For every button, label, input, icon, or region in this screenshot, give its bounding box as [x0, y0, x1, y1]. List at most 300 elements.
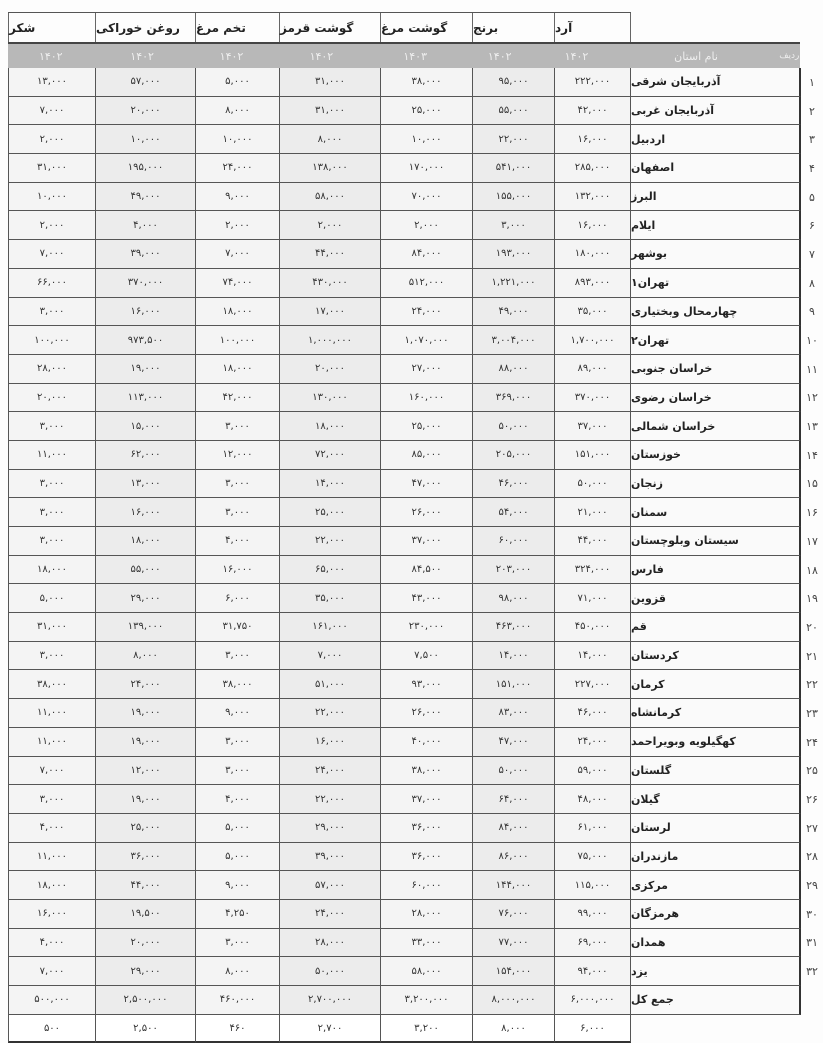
value-cell: ۲۵,۰۰۰ [96, 814, 196, 843]
value-cell: ۴۹,۰۰۰ [473, 298, 555, 327]
table-row [8, 211, 823, 240]
value-cell: ۱۰,۰۰۰ [381, 125, 473, 154]
row-index: ۲۵ [806, 764, 818, 778]
value-cell: ۲,۵۰۰,۰۰۰ [96, 986, 196, 1015]
province-name: مازندران [631, 843, 801, 872]
row-index: ۹ [809, 305, 815, 319]
value-cell: ۴۷,۰۰۰ [381, 470, 473, 499]
value-cell: ۱۴,۰۰۰ [280, 470, 381, 499]
value-cell: ۵۱۲,۰۰۰ [381, 269, 473, 298]
value-cell: ۱۴۴,۰۰۰ [473, 871, 555, 900]
value-cell: ۷۷,۰۰۰ [473, 929, 555, 958]
value-cell: ۱۱۳,۰۰۰ [96, 384, 196, 413]
row-index: ۲۴ [806, 735, 818, 749]
column-year: ۱۴۰۲ [564, 49, 589, 63]
row-index: ۵ [809, 190, 815, 204]
row-index: ۲۱ [806, 649, 818, 663]
value-cell: ۲۲,۰۰۰ [280, 527, 381, 556]
province-name: خراسان جنوبی [631, 355, 801, 384]
value-cell: ۴۹,۰۰۰ [96, 183, 196, 212]
province-name: گلستان [631, 757, 801, 786]
table-row [8, 757, 823, 786]
table-row [8, 728, 823, 757]
value-cell: ۱۱,۰۰۰ [8, 699, 96, 728]
table-row [8, 900, 823, 929]
table-row [8, 814, 823, 843]
row-index: ۱۶ [806, 506, 818, 520]
value-cell: ۲۲,۰۰۰ [280, 699, 381, 728]
value-cell: ۲۶,۰۰۰ [381, 699, 473, 728]
row-index: ۱۴ [806, 448, 818, 462]
value-cell: ۵,۰۰۰ [196, 843, 280, 872]
value-cell: ۱۹,۰۰۰ [96, 728, 196, 757]
table-row [8, 498, 823, 527]
value-cell: ۶۹,۰۰۰ [555, 929, 631, 958]
value-cell: ۴۶,۰۰۰ [555, 699, 631, 728]
value-cell: ۷,۰۰۰ [196, 240, 280, 269]
value-cell: ۱۰,۰۰۰ [8, 183, 96, 212]
value-cell: ۱۹,۵۰۰ [96, 900, 196, 929]
value-cell: ۷,۰۰۰ [280, 642, 381, 671]
value-cell: ۲۰۵,۰۰۰ [473, 441, 555, 470]
value-cell: ۳,۰۰۰ [8, 785, 96, 814]
province-name: البرز [631, 183, 801, 212]
table-row [8, 125, 823, 154]
value-cell: ۱۱,۰۰۰ [8, 441, 96, 470]
province-name: سیستان وبلوچستان [631, 527, 801, 556]
table-row [8, 470, 823, 499]
province-header: نام استان [674, 49, 718, 63]
table-row [8, 355, 823, 384]
value-cell: ۱۵۱,۰۰۰ [473, 670, 555, 699]
province-name: آذربایجان غربی [631, 97, 801, 126]
value-cell: ۸۹,۰۰۰ [555, 355, 631, 384]
value-cell: ۴۳۰,۰۰۰ [280, 269, 381, 298]
province-name: چهارمحال وبختیاری [631, 298, 801, 327]
value-cell: ۵۰۰,۰۰۰ [8, 986, 96, 1015]
value-cell: ۳۳,۰۰۰ [381, 929, 473, 958]
row-index: ۲۳ [806, 706, 818, 720]
province-name: زنجان [631, 470, 801, 499]
value-cell: ۳۸,۰۰۰ [196, 670, 280, 699]
value-cell: ۱۴,۰۰۰ [473, 642, 555, 671]
value-cell: ۱,۲۲۱,۰۰۰ [473, 269, 555, 298]
row-index: ۱۷ [806, 534, 818, 548]
province-name: لرستان [631, 814, 801, 843]
value-cell: ۵۰,۰۰۰ [555, 470, 631, 499]
table-row [8, 613, 823, 642]
value-cell: ۵۸,۰۰۰ [381, 957, 473, 986]
value-cell: ۳,۰۰۰ [196, 412, 280, 441]
value-cell: ۲۲۲,۰۰۰ [555, 68, 631, 97]
row-index: ۱۲ [806, 391, 818, 405]
table-row [8, 556, 823, 585]
province-name: اردبیل [631, 125, 801, 154]
column-header: گوشت قرمز [280, 13, 381, 43]
value-cell: ۳,۲۰۰,۰۰۰ [381, 986, 473, 1015]
value-cell: ۱۱۵,۰۰۰ [555, 871, 631, 900]
column-year: ۱۴۰۲ [309, 49, 334, 63]
value-cell: ۳۸,۰۰۰ [8, 670, 96, 699]
value-cell: ۶,۰۰۰ [196, 584, 280, 613]
province-name: کردستان [631, 642, 801, 671]
value-cell: ۲,۰۰۰ [381, 211, 473, 240]
value-cell: ۱۰,۰۰۰ [96, 125, 196, 154]
row-index: ۲۰ [806, 620, 818, 634]
value-cell: ۲۷,۰۰۰ [381, 355, 473, 384]
table-row [8, 929, 823, 958]
footer-cell: ۲,۷۰۰ [280, 1015, 381, 1043]
value-cell: ۵,۰۰۰ [196, 68, 280, 97]
table-column-headers [8, 12, 631, 43]
value-cell: ۱۳,۰۰۰ [96, 470, 196, 499]
value-cell: ۲۴,۰۰۰ [196, 154, 280, 183]
value-cell: ۲۲,۰۰۰ [280, 785, 381, 814]
table-row [8, 986, 823, 1015]
value-cell: ۴,۰۰۰ [8, 814, 96, 843]
table-row [8, 584, 823, 613]
province-name: آذربایجان شرقی [631, 68, 801, 97]
row-index: ۱۳ [806, 420, 818, 434]
value-cell: ۳,۰۰۰ [8, 298, 96, 327]
value-cell: ۱۶,۰۰۰ [196, 556, 280, 585]
footer-cell: ۲,۵۰۰ [96, 1015, 196, 1043]
table-row [8, 269, 823, 298]
value-cell: ۵,۰۰۰ [196, 814, 280, 843]
value-cell: ۱,۷۰۰,۰۰۰ [555, 326, 631, 355]
footer-cell: ۸,۰۰۰ [473, 1015, 555, 1043]
value-cell: ۲۴,۰۰۰ [280, 900, 381, 929]
value-cell: ۴۶۰,۰۰۰ [196, 986, 280, 1015]
value-cell: ۱۱,۰۰۰ [8, 843, 96, 872]
value-cell: ۲۸,۰۰۰ [280, 929, 381, 958]
column-year: ۱۴۰۲ [130, 49, 154, 63]
value-cell: ۵۸,۰۰۰ [280, 183, 381, 212]
table-row [8, 699, 823, 728]
value-cell: ۶۰,۰۰۰ [381, 871, 473, 900]
row-index: ۷ [809, 247, 815, 261]
column-header: آرد [555, 13, 631, 43]
column-header: تخم مرغ [196, 13, 280, 43]
value-cell: ۷,۰۰۰ [8, 957, 96, 986]
value-cell: ۳,۰۰۰ [196, 757, 280, 786]
value-cell: ۴۷,۰۰۰ [473, 728, 555, 757]
value-cell: ۷,۰۰۰ [8, 757, 96, 786]
value-cell: ۴۲,۰۰۰ [555, 97, 631, 126]
value-cell: ۹۳,۰۰۰ [381, 670, 473, 699]
value-cell: ۵۰,۰۰۰ [473, 757, 555, 786]
value-cell: ۱۶,۰۰۰ [96, 498, 196, 527]
value-cell: ۲۸۵,۰۰۰ [555, 154, 631, 183]
value-cell: ۲۵,۰۰۰ [381, 412, 473, 441]
value-cell: ۲۴,۰۰۰ [96, 670, 196, 699]
value-cell: ۵۴,۰۰۰ [473, 498, 555, 527]
column-year: ۱۴۰۳ [403, 49, 427, 63]
value-cell: ۷,۰۰۰ [8, 240, 96, 269]
value-cell: ۳۷,۰۰۰ [555, 412, 631, 441]
value-cell: ۴,۰۰۰ [8, 929, 96, 958]
column-header: شکر [8, 13, 96, 43]
table-row [8, 68, 823, 97]
value-cell: ۱,۰۷۰,۰۰۰ [381, 326, 473, 355]
value-cell: ۱۶,۰۰۰ [280, 728, 381, 757]
table-row [8, 957, 823, 986]
value-cell: ۱۹۳,۰۰۰ [473, 240, 555, 269]
value-cell: ۴۶,۰۰۰ [473, 470, 555, 499]
value-cell: ۴۲,۰۰۰ [196, 384, 280, 413]
row-index: ۲۲ [806, 678, 818, 692]
value-cell: ۹,۰۰۰ [196, 699, 280, 728]
value-cell: ۱۶۱,۰۰۰ [280, 613, 381, 642]
province-name: تهران۱ [631, 269, 801, 298]
value-cell: ۱۸,۰۰۰ [96, 527, 196, 556]
column-year: ۱۴۰۲ [487, 49, 512, 63]
value-cell: ۲,۰۰۰ [8, 125, 96, 154]
province-name: ایلام [631, 211, 801, 240]
value-cell: ۳,۰۰۰ [196, 498, 280, 527]
value-cell: ۵۷,۰۰۰ [96, 68, 196, 97]
footer-cell: ۴۶۰ [196, 1015, 280, 1043]
value-cell: ۶۰,۰۰۰ [473, 527, 555, 556]
row-index: ۶ [809, 219, 815, 233]
value-cell: ۱۷۰,۰۰۰ [381, 154, 473, 183]
province-name: کرمان [631, 670, 801, 699]
province-name: بوشهر [631, 240, 801, 269]
value-cell: ۸۴,۰۰۰ [381, 240, 473, 269]
column-year: ۱۴۰۲ [219, 49, 244, 63]
value-cell: ۹۴,۰۰۰ [555, 957, 631, 986]
value-cell: ۴۵۰,۰۰۰ [555, 613, 631, 642]
value-cell: ۹۵,۰۰۰ [473, 68, 555, 97]
value-cell: ۳,۰۰۰ [8, 470, 96, 499]
table-row [8, 326, 823, 355]
value-cell: ۵۰,۰۰۰ [473, 412, 555, 441]
row-index: ۲ [809, 104, 815, 118]
value-cell: ۹,۰۰۰ [196, 871, 280, 900]
value-cell: ۸۴,۰۰۰ [473, 814, 555, 843]
value-cell: ۱۳۰,۰۰۰ [280, 384, 381, 413]
province-name: قم [631, 613, 801, 642]
table-row [8, 527, 823, 556]
value-cell: ۱۳۲,۰۰۰ [555, 183, 631, 212]
row-index: ۳۱ [806, 936, 818, 950]
table-row [8, 154, 823, 183]
value-cell: ۱۹,۰۰۰ [96, 699, 196, 728]
province-name: یزد [631, 957, 801, 986]
value-cell: ۳,۰۰۴,۰۰۰ [473, 326, 555, 355]
province-name: همدان [631, 929, 801, 958]
row-index: ۳۰ [806, 907, 818, 921]
value-cell: ۴,۰۰۰ [196, 785, 280, 814]
value-cell: ۱۹,۰۰۰ [96, 785, 196, 814]
row-index: ۱۵ [806, 477, 818, 491]
value-cell: ۷,۵۰۰ [381, 642, 473, 671]
value-cell: ۲۴,۰۰۰ [555, 728, 631, 757]
value-cell: ۱۵۵,۰۰۰ [473, 183, 555, 212]
value-cell: ۳,۰۰۰ [8, 527, 96, 556]
value-cell: ۲,۰۰۰ [8, 211, 96, 240]
row-index: ۱۱ [806, 362, 818, 376]
table-row [8, 97, 823, 126]
value-cell: ۲۱,۰۰۰ [555, 498, 631, 527]
value-cell: ۲۹,۰۰۰ [96, 584, 196, 613]
province-name: فارس [631, 556, 801, 585]
value-cell: ۲,۰۰۰ [196, 211, 280, 240]
value-cell: ۲۶,۰۰۰ [381, 498, 473, 527]
value-cell: ۳۵,۰۰۰ [555, 298, 631, 327]
value-cell: ۳,۰۰۰ [8, 498, 96, 527]
province-name: گیلان [631, 785, 801, 814]
province-name: خراسان شمالی [631, 412, 801, 441]
value-cell: ۸۸,۰۰۰ [473, 355, 555, 384]
value-cell: ۴۸,۰۰۰ [555, 785, 631, 814]
value-cell: ۲۲۷,۰۰۰ [555, 670, 631, 699]
row-index: ۴ [809, 161, 815, 175]
value-cell: ۹۸,۰۰۰ [473, 584, 555, 613]
value-cell: ۲۰۳,۰۰۰ [473, 556, 555, 585]
value-cell: ۵۹,۰۰۰ [555, 757, 631, 786]
province-name: کرمانشاه [631, 699, 801, 728]
column-year: ۱۴۰۲ [38, 49, 63, 63]
value-cell: ۳۶,۰۰۰ [96, 843, 196, 872]
value-cell: ۳,۰۰۰ [8, 642, 96, 671]
value-cell: ۳۸,۰۰۰ [381, 757, 473, 786]
table-row [8, 785, 823, 814]
value-cell: ۷,۰۰۰ [8, 97, 96, 126]
province-name: خوزستان [631, 441, 801, 470]
value-cell: ۳۵,۰۰۰ [280, 584, 381, 613]
province-name: مرکزی [631, 871, 801, 900]
column-header: برنج [473, 13, 555, 43]
table-row [8, 384, 823, 413]
value-cell: ۵۵,۰۰۰ [473, 97, 555, 126]
value-cell: ۹,۰۰۰ [196, 183, 280, 212]
value-cell: ۸,۰۰۰ [280, 125, 381, 154]
value-cell: ۳,۰۰۰ [8, 412, 96, 441]
value-cell: ۳۲۴,۰۰۰ [555, 556, 631, 585]
value-cell: ۳,۰۰۰ [196, 728, 280, 757]
value-cell: ۵۱,۰۰۰ [280, 670, 381, 699]
value-cell: ۱۳۹,۰۰۰ [96, 613, 196, 642]
row-index: ۲۹ [806, 879, 818, 893]
table-row [8, 183, 823, 212]
value-cell: ۹۷۳,۵۰۰ [96, 326, 196, 355]
province-name: قزوین [631, 584, 801, 613]
table-body [8, 68, 823, 1043]
value-cell: ۱۸۰,۰۰۰ [555, 240, 631, 269]
row-index: ۸ [809, 276, 815, 290]
province-name: سمنان [631, 498, 801, 527]
value-cell: ۳۶,۰۰۰ [381, 843, 473, 872]
value-cell: ۳۱,۰۰۰ [280, 68, 381, 97]
province-name: خراسان رضوی [631, 384, 801, 413]
value-cell: ۱۸,۰۰۰ [280, 412, 381, 441]
value-cell: ۱۶,۰۰۰ [96, 298, 196, 327]
value-cell: ۱۸,۰۰۰ [8, 556, 96, 585]
table-row [8, 871, 823, 900]
value-cell: ۳۷,۰۰۰ [381, 785, 473, 814]
value-cell: ۲۴,۰۰۰ [280, 757, 381, 786]
value-cell: ۳۹,۰۰۰ [280, 843, 381, 872]
value-cell: ۸۹۳,۰۰۰ [555, 269, 631, 298]
value-cell: ۲۲,۰۰۰ [473, 125, 555, 154]
column-header: گوشت مرغ [381, 13, 473, 43]
value-cell: ۸,۰۰۰ [196, 957, 280, 986]
value-cell: ۲۳۰,۰۰۰ [381, 613, 473, 642]
value-cell: ۸,۰۰۰ [96, 642, 196, 671]
value-cell: ۱۷,۰۰۰ [280, 298, 381, 327]
value-cell: ۳۷,۰۰۰ [381, 527, 473, 556]
table-row [8, 843, 823, 872]
value-cell: ۴۴,۰۰۰ [280, 240, 381, 269]
value-cell: ۲۹,۰۰۰ [96, 957, 196, 986]
row-index: ۲۸ [806, 850, 818, 864]
value-cell: ۴۴,۰۰۰ [555, 527, 631, 556]
value-cell: ۱۳,۰۰۰ [8, 68, 96, 97]
province-name: جمع کل [631, 986, 801, 1015]
table-row [8, 642, 823, 671]
value-cell: ۱۹,۰۰۰ [96, 355, 196, 384]
value-cell: ۵۷,۰۰۰ [280, 871, 381, 900]
value-cell: ۶۶,۰۰۰ [8, 269, 96, 298]
value-cell: ۷۴,۰۰۰ [196, 269, 280, 298]
table-row [8, 670, 823, 699]
row-index: ۱۸ [806, 563, 818, 577]
province-name: تهران۲ [631, 326, 801, 355]
value-cell: ۶۵,۰۰۰ [280, 556, 381, 585]
value-cell: ۳۱,۷۵۰ [196, 613, 280, 642]
value-cell: ۱۶۰,۰۰۰ [381, 384, 473, 413]
value-cell: ۵,۰۰۰ [8, 584, 96, 613]
value-cell: ۶,۰۰۰,۰۰۰ [555, 986, 631, 1015]
value-cell: ۷۵,۰۰۰ [555, 843, 631, 872]
value-cell: ۴,۰۰۰ [96, 211, 196, 240]
table-row [8, 441, 823, 470]
province-name: هرمزگان [631, 900, 801, 929]
value-cell: ۱۸,۰۰۰ [196, 298, 280, 327]
value-cell: ۲۵,۰۰۰ [280, 498, 381, 527]
value-cell: ۳۱,۰۰۰ [8, 613, 96, 642]
value-cell: ۲۴,۰۰۰ [381, 298, 473, 327]
value-cell: ۹۹,۰۰۰ [555, 900, 631, 929]
value-cell: ۱۵,۰۰۰ [96, 412, 196, 441]
row-index: ۱۰ [806, 334, 818, 348]
value-cell: ۱۹۵,۰۰۰ [96, 154, 196, 183]
province-name: اصفهان [631, 154, 801, 183]
value-cell: ۸۵,۰۰۰ [381, 441, 473, 470]
value-cell: ۱۰۰,۰۰۰ [8, 326, 96, 355]
value-cell: ۳۱,۰۰۰ [280, 97, 381, 126]
value-cell: ۲۰,۰۰۰ [96, 929, 196, 958]
value-cell: ۳,۰۰۰ [473, 211, 555, 240]
value-cell: ۱۶,۰۰۰ [8, 900, 96, 929]
value-cell: ۱۳۸,۰۰۰ [280, 154, 381, 183]
value-cell: ۶۴,۰۰۰ [473, 785, 555, 814]
value-cell: ۱۴,۰۰۰ [555, 642, 631, 671]
value-cell: ۵۴۱,۰۰۰ [473, 154, 555, 183]
row-index [801, 986, 823, 1015]
value-cell: ۵۰,۰۰۰ [280, 957, 381, 986]
index-header: ردیف [779, 51, 800, 61]
value-cell: ۱۲,۰۰۰ [96, 757, 196, 786]
value-cell: ۱,۰۰۰,۰۰۰ [280, 326, 381, 355]
value-cell: ۲,۷۰۰,۰۰۰ [280, 986, 381, 1015]
value-cell: ۲۰,۰۰۰ [280, 355, 381, 384]
row-index: ۱۹ [806, 592, 818, 606]
value-cell: ۶۱,۰۰۰ [555, 814, 631, 843]
footer-row [8, 1015, 823, 1043]
footer-cell: ۵۰۰ [8, 1015, 96, 1043]
